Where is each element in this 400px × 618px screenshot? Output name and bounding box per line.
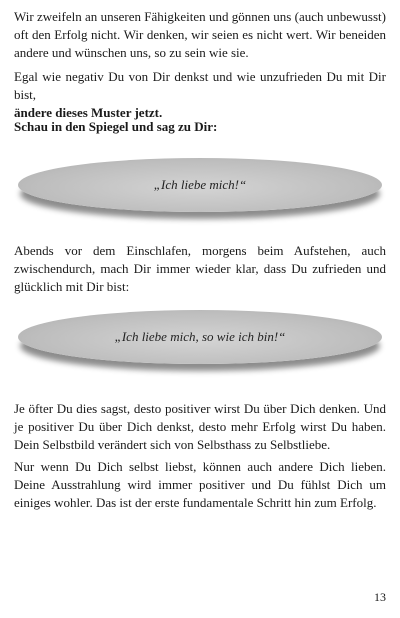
book-page — [14, 0, 386, 618]
page-number: 13 — [374, 590, 386, 604]
quote-text-2: „Ich liebe mich, so wie ich bin!“ — [114, 329, 286, 344]
quote-ellipse-1 — [18, 158, 382, 212]
quote-ellipse-2 — [18, 310, 382, 364]
quote-text-1: „Ich liebe mich!“ — [153, 177, 247, 192]
paragraph-3: Abends vor dem Einschlafen, morgens beim Aufstehen, auch zwischendurch, mach Dir immer wieder klar, dass Du zufrieden und glücklich mit Dir bist: — [14, 243, 386, 294]
paragraph-1: Wir zweifeln an unseren Fähigkeiten und gönnen uns (auch unbewusst) oft den Erfolg nicht. Wir denken, wir seien es nicht wert. Wir beneiden andere und wünschen uns, so zu sein wie sie. — [14, 9, 386, 60]
paragraph-2-emphasis: ändere dieses Muster jetzt. — [14, 105, 163, 120]
paragraph-2 — [14, 68, 386, 122]
paragraph-5: Nur wenn Du Dich selbst liebst, können auch andere Dich lieben. Deine Ausstrahlung wird immer positiver und Du fühlst Dich um einiges wohler. Das ist der erste fundamentale Schritt hin zum Erfolg. — [14, 459, 386, 510]
mirror-heading: Schau in den Spiegel und sag zu Dir: — [14, 119, 218, 134]
paragraph-2-text: Egal wie negativ Du von Dir denkst und wie unzufrieden Du mit Dir bist, — [14, 69, 386, 102]
paragraph-4: Je öfter Du dies sagst, desto positiver wirst Du über Dich denken. Und je positiver Du über Dich denkst, desto mehr Erfolg wirst Du haben. Dein Selbstbild verändert sich von Selbsthass zu Selbstliebe. — [14, 401, 386, 452]
